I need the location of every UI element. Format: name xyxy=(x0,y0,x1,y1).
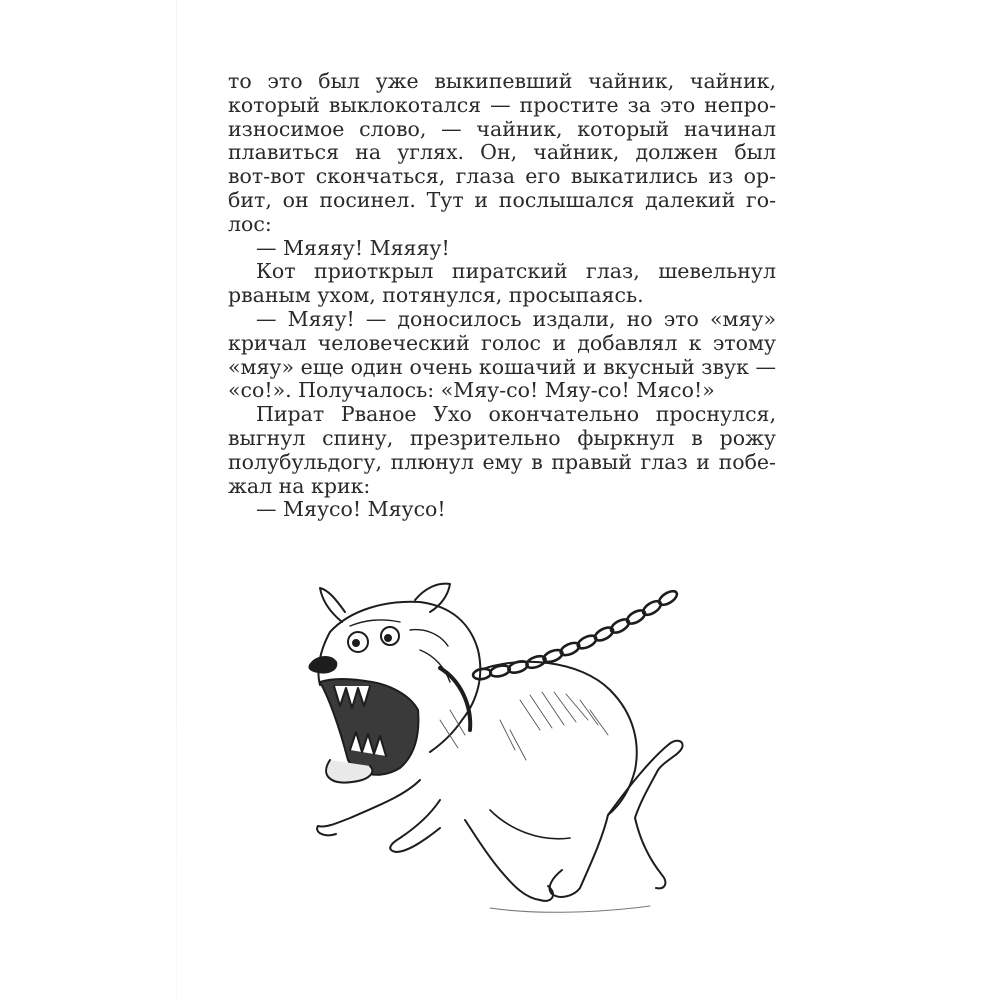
text-line: то это был уже выкипевший чайник, чайник, xyxy=(228,69,776,93)
text-line: лос: xyxy=(228,211,272,236)
text-line: полубульдогу, плюнул ему в правый глаз и побе- xyxy=(228,449,776,474)
bulldog-on-chain-illustration xyxy=(290,570,710,920)
text-line: «со!». Получалось: «Мяу-со! Мяу-со! Мясо!» xyxy=(228,378,715,403)
text-line: — Мяяяу! Мяяяу! xyxy=(256,235,450,260)
page-text xyxy=(228,70,776,522)
text-line: Кот приоткрыл пиратский глаз, шевельнул xyxy=(256,259,776,284)
text-line: — Мяусо! Мяусо! xyxy=(256,497,446,522)
text-line: жал на крик: xyxy=(228,473,371,498)
page-edge-shadow xyxy=(176,0,177,1000)
text-line: плавиться на углях. Он, чайник, должен был xyxy=(228,140,776,165)
text-line: вот-вот скончаться, глаза его выкатились из ор- xyxy=(228,164,776,189)
text-line: который выклокотался — простите за это непро- xyxy=(228,92,776,117)
text-line: рваным ухом, потянулся, просыпаясь. xyxy=(228,283,644,308)
text-line: кричал человеческий голос и добавлял к этому xyxy=(228,330,776,355)
chain xyxy=(472,588,679,680)
text-line: износимое слово, — чайник, который начинал xyxy=(228,116,776,141)
text-line: выгнул спину, презрительно фыркнул в рожу xyxy=(228,425,776,450)
text-line: Пират Рваное Ухо окончательно проснулся, xyxy=(256,402,776,427)
text-line: — Мяяу! — доносилось издали, но это «мяу» xyxy=(256,306,776,331)
text-line: бит, он посинел. Тут и послышался далекий го- xyxy=(228,187,776,212)
text-line: «мяу» еще один очень кошачий и вкусный звук — xyxy=(228,354,776,379)
